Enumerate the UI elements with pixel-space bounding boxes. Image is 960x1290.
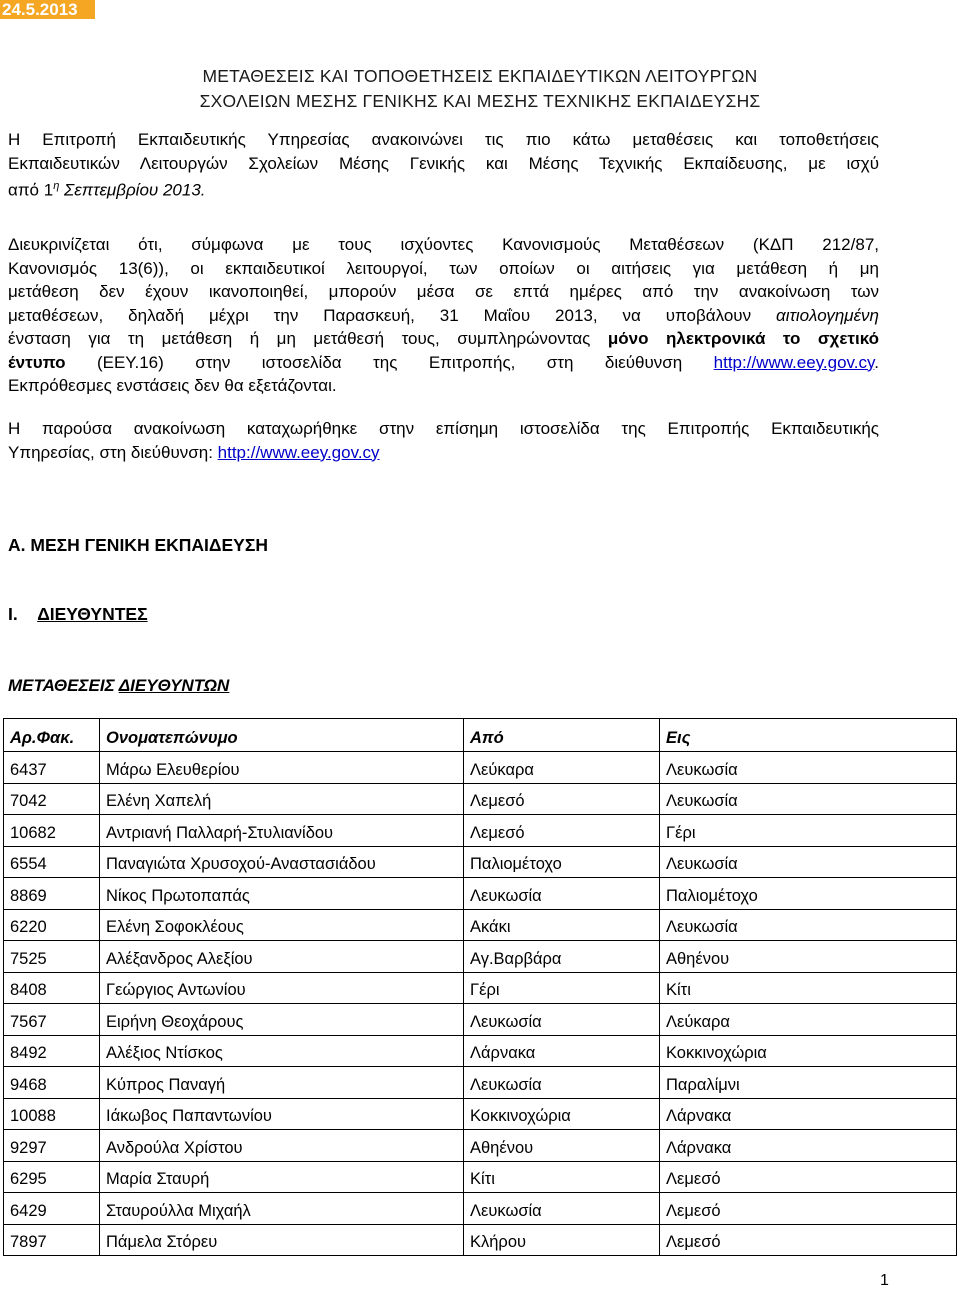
cell-file-number: 6437 <box>4 752 100 784</box>
cell-to-location: Λευκωσία <box>660 909 957 941</box>
clarification-line-5-text: ένσταση για τη μετάθεση ή μη μετάθεσή τους, συμπληρώνοντας <box>8 329 591 348</box>
transfers-subheading <box>8 676 229 696</box>
cell-to-location: Λάρνακα <box>660 1098 957 1130</box>
cell-file-number: 7567 <box>4 1004 100 1036</box>
cell-full-name: Ιάκωβος Παπαντωνίου <box>100 1098 464 1130</box>
cell-to-location: Λευκωσία <box>660 846 957 878</box>
table-row <box>4 1004 957 1036</box>
cell-file-number: 10682 <box>4 815 100 847</box>
eey-website-link[interactable]: http://www.eey.gov.cy <box>713 352 875 372</box>
cell-full-name: Ελένη Σοφοκλέους <box>100 909 464 941</box>
cell-from-location: Παλιομέτοχο <box>464 846 660 878</box>
document-title-line-2: ΣΧΟΛΕΙΩΝ ΜΕΣΗΣ ΓΕΝΙΚΗΣ ΚΑΙ ΜΕΣΗΣ ΤΕΧΝΙΚΗΣ ΕΚΠΑΙΔΕΥΣΗΣ <box>199 91 761 111</box>
cell-full-name: Ανδρούλα Χρίστου <box>100 1130 464 1162</box>
table-row <box>4 752 957 784</box>
table-header-row <box>4 719 957 752</box>
cell-full-name: Σταυρούλλα Μιχαήλ <box>100 1193 464 1225</box>
cell-from-location: Αγ.Βαρβάρα <box>464 941 660 973</box>
cell-to-location: Κοκκινοχώρια <box>660 1035 957 1067</box>
intro-date-superscript: η <box>53 180 60 192</box>
cell-file-number: 7897 <box>4 1224 100 1256</box>
table-row <box>4 815 957 847</box>
header-file-number: Αρ.Φακ. <box>4 719 100 752</box>
clarification-line-7: Εκπρόθεσμες ενστάσεις δεν θα εξετάζονται. <box>8 376 337 395</box>
cell-from-location: Αθηένου <box>464 1130 660 1162</box>
cell-full-name: Κύπρος Παναγή <box>100 1067 464 1099</box>
cell-file-number: 9468 <box>4 1067 100 1099</box>
table-row <box>4 1161 957 1193</box>
header-to: Εις <box>660 719 957 752</box>
transfers-table <box>3 718 957 1256</box>
table-row <box>4 1098 957 1130</box>
table-row <box>4 878 957 910</box>
cell-to-location: Λευκωσία <box>660 752 957 784</box>
cell-file-number: 6429 <box>4 1193 100 1225</box>
cell-file-number: 6554 <box>4 846 100 878</box>
cell-file-number: 8408 <box>4 972 100 1004</box>
cell-full-name: Αλέξιος Ντίσκος <box>100 1035 464 1067</box>
section-i-label: ΔΙΕΥΘΥΝΤΕΣ <box>37 604 148 624</box>
cell-file-number: 7042 <box>4 783 100 815</box>
cell-to-location: Λεύκαρα <box>660 1004 957 1036</box>
intro-line-3 <box>8 175 879 202</box>
cell-to-location: Παλιομέτοχο <box>660 878 957 910</box>
cell-file-number: 6295 <box>4 1161 100 1193</box>
cell-from-location: Λεμεσό <box>464 815 660 847</box>
table-row <box>4 1224 957 1256</box>
cell-from-location: Ακάκι <box>464 909 660 941</box>
intro-date-prefix: από 1 <box>8 180 54 200</box>
cell-to-location: Γέρι <box>660 815 957 847</box>
table-row <box>4 783 957 815</box>
clarification-line-4-text: μεταθέσεων, δηλαδή μέχρι την Παρασκευή, 31 Μαΐου 2013, να υποβάλουν <box>8 305 752 325</box>
cell-to-location: Λεμεσό <box>660 1224 957 1256</box>
publication-line-2 <box>8 441 879 465</box>
intro-line-1: Η Επιτροπή Εκπαιδευτικής Υπηρεσίας ανακοινώνει τις πιο κάτω μεταθέσεις και τοποθετήσεις <box>8 130 879 149</box>
table-row <box>4 1035 957 1067</box>
cell-full-name: Παναγιώτα Χρυσοχού-Αναστασιάδου <box>100 846 464 878</box>
date-label: 24.5.2013 <box>0 0 95 19</box>
table-row <box>4 1193 957 1225</box>
cell-from-location: Κίτι <box>464 1161 660 1193</box>
cell-to-location: Λευκωσία <box>660 783 957 815</box>
publication-line-2-text: Υπηρεσίας, στη διεύθυνση: <box>8 442 218 462</box>
cell-full-name: Νίκος Πρωτοπαπάς <box>100 878 464 910</box>
cell-from-location: Κοκκινοχώρια <box>464 1098 660 1130</box>
clarification-line-4 <box>8 304 879 328</box>
page-number: 1 <box>880 1272 889 1289</box>
section-i-prefix: Ι. <box>8 604 18 624</box>
cell-full-name: Μαρία Σταυρή <box>100 1161 464 1193</box>
table-row <box>4 1130 957 1162</box>
cell-from-location: Γέρι <box>464 972 660 1004</box>
cell-to-location: Λεμεσό <box>660 1161 957 1193</box>
cell-from-location: Λευκωσία <box>464 1193 660 1225</box>
cell-file-number: 9297 <box>4 1130 100 1162</box>
cell-full-name: Ελένη Χαπελή <box>100 783 464 815</box>
cell-full-name: Ειρήνη Θεοχάρους <box>100 1004 464 1036</box>
clarification-italic-word: αιτιολογημένη <box>776 305 879 325</box>
cell-to-location: Αθηένου <box>660 941 957 973</box>
publication-line-1: Η παρούσα ανακοίνωση καταχωρήθηκε στην επίσημη ιστοσελίδα της Επιτροπής Εκπαιδευτικής <box>8 419 879 438</box>
clarification-line-6-text: (ΕΕΥ.16) στην ιστοσελίδα της Επιτροπής, στη διεύθυνση <box>65 352 714 372</box>
intro-date-suffix: Σεπτεμβρίου 2013. <box>59 180 206 200</box>
subheading-underlined: ΔΙΕΥΘΥΝΤΩΝ <box>118 676 230 695</box>
cell-full-name: Πάμελα Στόρευ <box>100 1224 464 1256</box>
clarification-line-3: μετάθεση δεν έχουν ικανοποιηθεί, μπορούν μέσα σε επτά ημέρες από την ανακοίνωση των <box>8 282 879 301</box>
intro-paragraph <box>8 128 879 202</box>
section-i-heading <box>8 604 148 625</box>
table-row <box>4 941 957 973</box>
cell-from-location: Λευκωσία <box>464 878 660 910</box>
document-title-line-1: ΜΕΤΑΘΕΣΕΙΣ ΚΑΙ ΤΟΠΟΘΕΤΗΣΕΙΣ ΕΚΠΑΙΔΕΥΤΙΚΩΝ ΛΕΙΤΟΥΡΓΩΝ <box>202 66 758 86</box>
cell-full-name: Μάρω Ελευθερίου <box>100 752 464 784</box>
table-row <box>4 1067 957 1099</box>
cell-file-number: 10088 <box>4 1098 100 1130</box>
table-body <box>4 752 957 1256</box>
clarification-line-5 <box>8 327 879 351</box>
cell-file-number: 6220 <box>4 909 100 941</box>
eey-website-link-2[interactable]: http://www.eey.gov.cy <box>217 442 380 462</box>
clarification-line-2: Κανονισμός 13(6)), οι εκπαιδευτικοί λειτουργοί, των οποίων οι αιτήσεις για μετάθεση ή μη <box>8 258 879 278</box>
cell-from-location: Κλήρου <box>464 1224 660 1256</box>
cell-to-location: Λάρνακα <box>660 1130 957 1162</box>
table-row <box>4 909 957 941</box>
clarification-paragraph <box>8 233 879 398</box>
table-row <box>4 846 957 878</box>
cell-to-location: Λεμεσό <box>660 1193 957 1225</box>
cell-full-name: Αλέξανδρος Αλεξίου <box>100 941 464 973</box>
cell-full-name: Γεώργιος Αντωνίου <box>100 972 464 1004</box>
table-row <box>4 972 957 1004</box>
clarification-line-1: Διευκρινίζεται ότι, σύμφωνα με τους ισχύοντες Κανονισμούς Μεταθέσεων (ΚΔΠ 212/87, <box>8 235 879 254</box>
cell-from-location: Λεμεσό <box>464 783 660 815</box>
cell-to-location: Παραλίμνι <box>660 1067 957 1099</box>
cell-from-location: Λάρνακα <box>464 1035 660 1067</box>
publication-paragraph <box>8 417 879 464</box>
cell-from-location: Λευκωσία <box>464 1067 660 1099</box>
subheading-prefix: ΜΕΤΑΘΕΣΕΙΣ <box>8 676 119 695</box>
section-a-heading: Α. ΜΕΣΗ ΓΕΝΙΚΗ ΕΚΠΑΙΔΕΥΣΗ <box>8 535 268 555</box>
intro-line-2: Εκπαιδευτικών Λειτουργών Σχολείων Μέσης Γενικής και Μέσης Τεχνικής Εκπαίδευσης, με ισχύ <box>8 153 879 173</box>
clarification-line-6 <box>8 351 879 375</box>
cell-file-number: 8869 <box>4 878 100 910</box>
cell-full-name: Αντριανή Παλλαρή-Στυλιανίδου <box>100 815 464 847</box>
clarification-bold-word: έντυπο <box>8 352 66 372</box>
cell-from-location: Λεύκαρα <box>464 752 660 784</box>
clarification-period: . <box>874 352 879 372</box>
cell-to-location: Κίτι <box>660 972 957 1004</box>
header-full-name: Ονοματεπώνυμο <box>100 719 464 752</box>
cell-file-number: 8492 <box>4 1035 100 1067</box>
header-from: Από <box>464 719 660 752</box>
cell-from-location: Λευκωσία <box>464 1004 660 1036</box>
clarification-bold-phrase: μόνο ηλεκτρονικά το σχετικό <box>607 329 879 348</box>
cell-file-number: 7525 <box>4 941 100 973</box>
